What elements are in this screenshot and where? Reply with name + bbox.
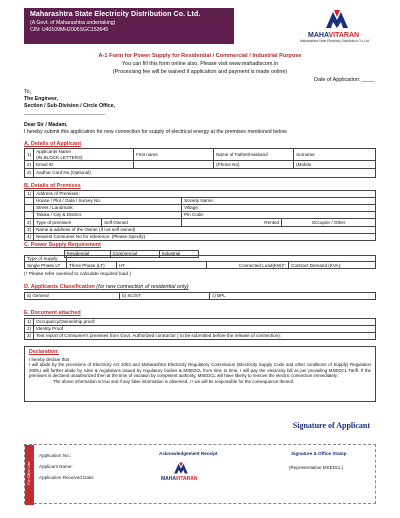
to-line-2: Section / Sub-Division / Circle Office,: [24, 103, 116, 109]
section-a-heading: A. Details of Applicant: [24, 141, 82, 147]
class-scst[interactable]: b) SC/ST: [120, 293, 210, 300]
classification-table: [24, 292, 376, 300]
applicant-table: [24, 148, 376, 178]
section-d-heading: D. Applicants Classification (for new connection of residential only): [24, 284, 189, 290]
supply-type-label: Type of Supply: [25, 256, 67, 262]
application-no-field[interactable]: Application No.:: [39, 453, 72, 458]
email-field[interactable]: [134, 161, 214, 169]
society-name-field[interactable]: Society Name:: [182, 198, 376, 205]
purpose-industrial[interactable]: Industrial: [159, 251, 198, 258]
email-label: Email ID: [34, 161, 134, 169]
salutation: Dear Sir / Madam,: [24, 122, 68, 128]
three-phase-option[interactable]: Three Phase (LT): [67, 262, 117, 269]
online-note: You can fill this form online also. Please visit www.mahadiscom.in: [121, 61, 279, 67]
premises-address-label: Address of Premises:: [34, 191, 376, 198]
contract-demand-field[interactable]: Contract Demand (KVA):: [289, 262, 376, 269]
org-name: Maharashtra State Electricity Distribution Co. Ltd.: [30, 11, 201, 18]
office-blank[interactable]: ____________________________: [24, 110, 105, 116]
father-husband-field[interactable]: Name of Father/Husband: [214, 149, 294, 161]
class-general[interactable]: a) General: [25, 293, 120, 300]
purpose-commercial[interactable]: Commercial: [110, 251, 159, 258]
ack-receipt-title: Acknowledgement Receipt: [159, 451, 218, 456]
receipt-logo-icon: [173, 461, 189, 475]
connected-load-field[interactable]: Connected Load(KW)*:: [207, 262, 289, 269]
cin-number: CIN: U40109MH2005SGC153645: [30, 27, 109, 33]
row-num: 3): [25, 227, 34, 234]
row-num: [25, 205, 34, 212]
applicant-name-label: Applicants Name (IN BLOCK LETTERS): [34, 149, 134, 161]
logo-mark-icon: [324, 8, 350, 30]
fee-note: (Processing fee will be waived if application and payment is made online): [112, 69, 288, 75]
row-num: 1): [25, 319, 34, 326]
row-num: 3): [25, 333, 34, 340]
applicant-name-field[interactable]: Applicant Name:: [39, 464, 73, 469]
surname-field[interactable]: Surname: [294, 149, 376, 161]
form-title: A-1 Form for Power Supply for Residential / Commercial / Industrial Purpose: [98, 53, 302, 59]
acknowledgement-receipt: [24, 444, 376, 504]
aadhar-field[interactable]: Aadhar Card No.(Optional): [34, 169, 376, 178]
village-field[interactable]: Village:: [182, 205, 376, 212]
msedcl-representative: (Representative MSEDCL): [289, 465, 344, 470]
signature-label: Signature of Applicant: [292, 421, 370, 430]
row-num: 2): [25, 161, 34, 169]
premises-type-label: Type of premises: [34, 219, 102, 227]
received-date-field[interactable]: Application Received Date:: [39, 475, 95, 480]
logo-wordmark: MAHAVITARAN: [308, 32, 360, 39]
single-phase-option[interactable]: Single Phase LT: [25, 262, 67, 269]
occupancy-proof-field[interactable]: Occupancy/Ownership proof:: [34, 319, 376, 326]
load-note: (* Please refer overleaf to calculate required load.): [24, 272, 131, 277]
supply-table: [24, 255, 376, 269]
office-use-strip: For Office Use: [25, 445, 34, 505]
to-line-1: The Engineer,: [24, 96, 59, 102]
org-subtitle: (A Govt. of Maharashtra undertaking): [30, 20, 116, 26]
intro-text: I hereby submit this application for new connection for supply of electrical energy at the premises mentioned below: [24, 129, 287, 135]
row-num: 1): [25, 149, 34, 161]
documents-table: [24, 318, 376, 340]
self-owned-option[interactable]: Self Owned: [102, 219, 182, 227]
identity-proof-field[interactable]: Identity Proof: [34, 326, 376, 333]
office-stamp-label: Signature & Office Stamp: [291, 451, 347, 456]
taluka-city-field[interactable]: Taluka / City & District:: [34, 212, 182, 219]
row-num: 1): [25, 191, 34, 198]
to-label: To,: [24, 89, 31, 95]
row-num: [25, 198, 34, 205]
row-num: 3): [25, 169, 34, 178]
test-report-field[interactable]: Test report of Consumer's premises from Govt. Authorized contractor ( to be submitted before the release of connection):: [34, 333, 376, 340]
nearest-consumer-field[interactable]: Nearest Consumer No for reference: (Please Specify): [34, 234, 376, 241]
pin-code-field[interactable]: Pin Code:: [182, 212, 376, 219]
declaration-lead: I hereby declare that: [29, 356, 70, 362]
purpose-residential[interactable]: Residential: [64, 251, 110, 258]
class-bpl[interactable]: c) BPL: [210, 293, 376, 300]
row-num: 2): [25, 219, 34, 227]
receipt-wordmark: MAHAVITARAN: [161, 476, 198, 482]
logo-tagline: Maharashtra State Electricity Distribution Co. Ltd.: [300, 39, 370, 43]
declaration-box: [24, 346, 376, 402]
declaration-closing: The above information is true and if any false information is observed, I / we will be responsible for the consequence thereof.: [53, 378, 295, 384]
row-num: [25, 212, 34, 219]
rented-option[interactable]: Rented: [182, 219, 282, 227]
date-of-application[interactable]: Date of Application: ____: [314, 77, 374, 83]
header-banner: [24, 8, 234, 44]
section-c-heading: C. Power Supply Requirement: [24, 242, 101, 248]
mobile-field[interactable]: (Mobile: [294, 161, 376, 169]
premises-table: [24, 190, 376, 241]
section-b-heading: B. Details of Premises: [24, 183, 81, 189]
phone-field[interactable]: (Phone No): [214, 161, 294, 169]
owner-name-field[interactable]: Name & address of the Owner (if not self owned): [34, 227, 376, 234]
declaration-body: I will abide by the provisions of Electricity Act 2003 and Maharashtra Electricity Regulatory Commission (Electricity Supply Code and other conditions of Supply) Regulation 2005,I will further abide by rules & regulations issued by regulatory bodies & MSEDCL from time to time. I will pay the electricity bill as per prevailing MSEDCL Tariff. If the premises is declared unauthorized then at the time of vacation by competent authority, MSEDCL will have liberty to remove the electric connection immediately.: [29, 362, 371, 378]
row-num: 2): [25, 326, 34, 333]
section-e-heading: E. Document attached: [24, 310, 81, 316]
house-plot-field[interactable]: House / Plot / Gala / Survey No.: [34, 198, 182, 205]
ht-option[interactable]: HT: [117, 262, 207, 269]
row-num: 4): [25, 234, 34, 241]
mahavitaran-logo: [300, 8, 378, 44]
occupier-option[interactable]: Occupier / Other: [282, 219, 376, 227]
first-name-field[interactable]: First name: [134, 149, 214, 161]
street-landmark-field[interactable]: Street / Landmark:: [34, 205, 182, 212]
declaration-heading: Declaration:: [29, 349, 59, 355]
